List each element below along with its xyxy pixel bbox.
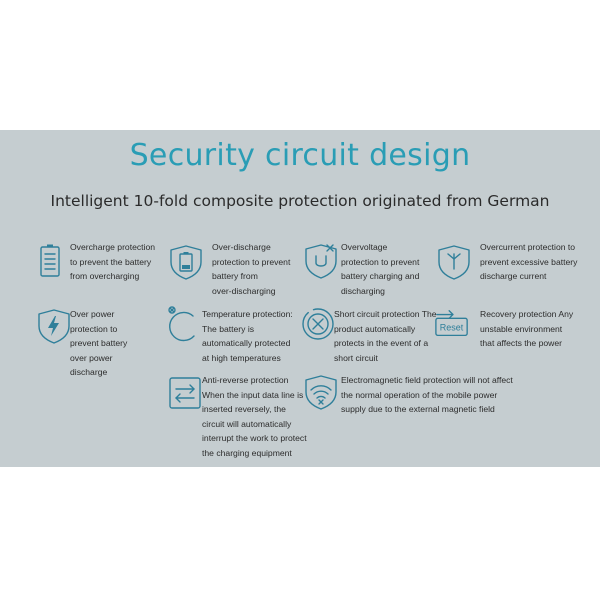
feature-overcharge	[70, 240, 155, 284]
feature-recovery	[480, 307, 573, 351]
reset-icon	[434, 306, 472, 342]
feature-text-line: The battery is	[202, 323, 255, 334]
page-subtitle: Intelligent 10-fold composite protection originated from German	[50, 192, 550, 210]
feature-temperature	[202, 307, 293, 365]
feature-text-line: When the input data line is	[202, 389, 304, 400]
feature-text-line: battery charging and	[341, 271, 420, 282]
shield-battery-icon	[168, 244, 204, 280]
feature-text-line: Over power	[70, 309, 115, 319]
page-title: Security circuit design	[129, 138, 471, 173]
feature-text-line: discharge	[70, 367, 108, 378]
feature-text-line: Overcharge protection	[70, 242, 156, 252]
feature-text-line: that affects the power	[480, 338, 563, 349]
emf-wave-icon	[303, 374, 339, 410]
short-circuit-icon	[300, 305, 336, 341]
feature-text-line: supply due to the external magnetic field	[341, 404, 495, 415]
feature-overvoltage	[341, 240, 419, 298]
feature-text-line: over power	[70, 352, 113, 363]
feature-text-line: at high temperatures	[202, 352, 281, 363]
feature-text-line: protection to prevent	[341, 256, 420, 267]
feature-text-line: prevent battery	[70, 338, 128, 349]
feature-short-circuit	[334, 307, 437, 365]
shield-bolt-icon	[36, 308, 72, 344]
feature-text-line: protects in the event of a	[334, 338, 429, 349]
feature-text-line: protection to prevent	[212, 256, 291, 267]
feature-text-line: short circuit	[334, 352, 378, 363]
feature-text-line: Temperature protection:	[202, 309, 293, 319]
feature-text-line: unstable environment	[480, 323, 563, 334]
feature-text-line: Overvoltage	[341, 242, 388, 252]
feature-text-line: Anti-reverse protection	[202, 375, 289, 385]
feature-text-line: the normal operation of the mobile power	[341, 389, 498, 400]
feature-text-line: from overcharging	[70, 271, 140, 282]
feature-text-line: Electromagnetic field protection will not affect	[341, 375, 513, 385]
feature-text-line: Short circuit protection The	[334, 309, 437, 319]
feature-text-line: the charging equipment	[202, 447, 292, 458]
feature-text-line: inserted reversely, the	[202, 404, 286, 415]
feature-text-line: battery from	[212, 271, 258, 282]
feature-overcurrent	[480, 240, 577, 284]
reset-label: Reset	[439, 322, 464, 333]
feature-text-line: discharge current	[480, 271, 547, 282]
feature-text-line: Recovery protection Any	[480, 309, 574, 319]
feature-text-line: protection to	[70, 323, 118, 334]
feature-anti-reverse	[202, 373, 307, 461]
feature-over-discharge	[212, 240, 290, 298]
feature-text-line: Over-discharge	[212, 242, 271, 252]
anti-reverse-icon	[168, 375, 204, 411]
feature-text-line: interrupt the work to protect	[202, 433, 307, 444]
feature-over-power	[70, 307, 127, 380]
feature-text-line: circuit will automatically	[202, 418, 292, 429]
feature-text-line: prevent excessive battery	[480, 256, 578, 267]
feature-text-line: product automatically	[334, 323, 416, 334]
feature-text-line: over-discharging	[212, 285, 276, 296]
temperature-arc-icon	[166, 306, 202, 342]
shield-u-icon	[303, 243, 339, 279]
feature-text-line: Overcurrent protection to	[480, 242, 576, 252]
feature-text-line: to prevent the battery	[70, 256, 152, 267]
feature-emf	[341, 373, 513, 417]
battery-list-icon	[36, 243, 72, 279]
feature-text-line: discharging	[341, 285, 385, 296]
shield-i-icon	[436, 244, 472, 280]
feature-text-line: automatically protected	[202, 338, 291, 349]
